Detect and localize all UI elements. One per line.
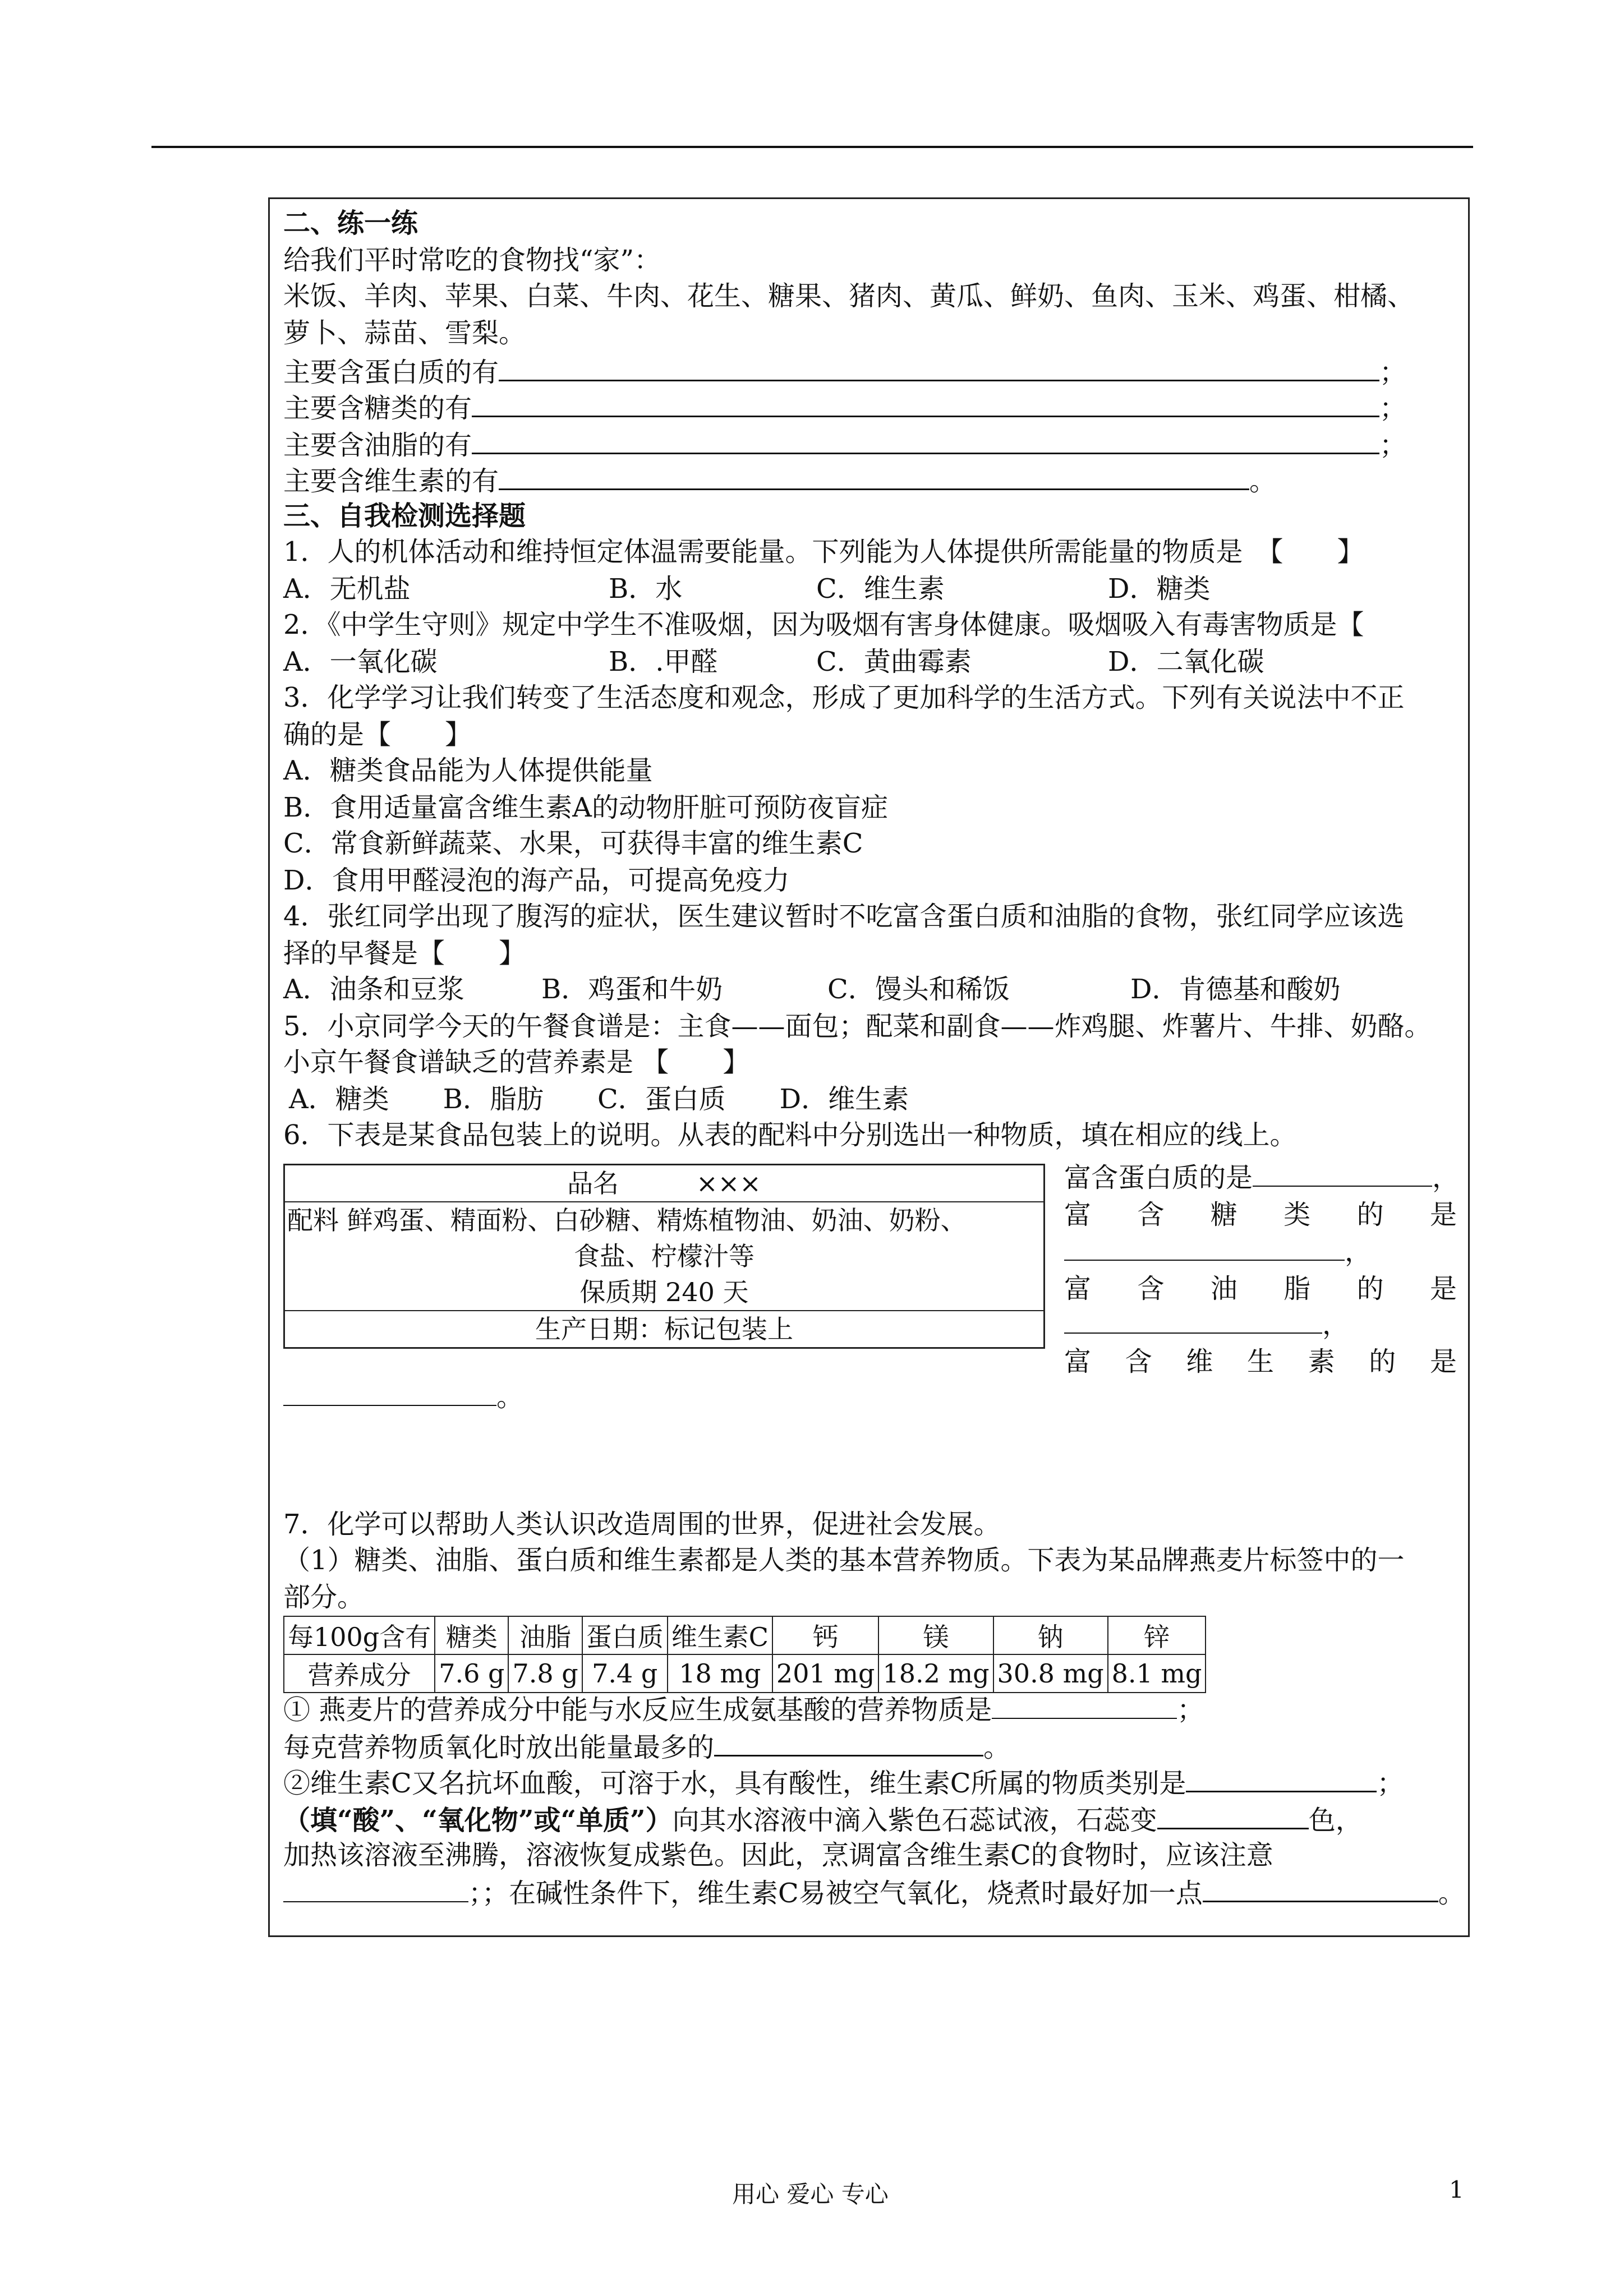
semicolon: ； [468, 1878, 482, 1909]
q2-option-b[interactable]: B．.甲醛 [609, 646, 718, 677]
table-cell: 7.6 g [435, 1654, 508, 1693]
label-char: 是 [1429, 1346, 1457, 1377]
table-cell: 锌 [1108, 1616, 1206, 1654]
q6-oil-blank-line [1064, 1303, 1467, 1341]
label-char: 的 [1369, 1346, 1396, 1377]
shelf-life-row: 保质期 240 天 [285, 1274, 1043, 1311]
q7-notice-blank[interactable] [283, 1873, 468, 1902]
q6-vitamin-line [1064, 1340, 1467, 1378]
label-char: 糖 [1210, 1199, 1237, 1230]
table-cell: 每100g含有 [284, 1616, 435, 1654]
nutrition-header-row [284, 1616, 1206, 1654]
q7-sub1-text: ① 燕麦片的营养成分中能与水反应生成氨基酸的营养物质是 [283, 1694, 992, 1726]
nutrition-value-row [284, 1654, 1206, 1693]
q6-vitamin-blank[interactable] [283, 1377, 496, 1406]
label-char: 油 [1210, 1273, 1237, 1304]
q7-sub2-line1 [283, 1763, 1404, 1800]
vitamin-answer-blank[interactable] [499, 460, 1249, 490]
table-cell: 糖类 [435, 1616, 508, 1654]
period: 。 [1438, 1878, 1465, 1909]
q4-option-a[interactable]: A．油条和豆浆 [283, 974, 464, 1005]
label-char: 维 [1186, 1346, 1213, 1377]
label-char: 脂 [1283, 1273, 1311, 1304]
semicolon: ； [1177, 1694, 1204, 1726]
question-5-line2: 小京午餐食谱缺乏的营养素是 【 】 [283, 1046, 750, 1078]
semicolon: ； [1377, 1768, 1404, 1799]
oil-row [283, 425, 1406, 462]
q4-option-c[interactable]: C．馒头和稀饭 [827, 974, 1010, 1005]
label-char: 是 [1429, 1199, 1457, 1230]
question-1: 1．人的机体活动和维持恒定体温需要能量。下列能为人体提供所需能量的物质是 【 】 [283, 536, 1364, 568]
q3-option-c[interactable]: C．常食新鲜蔬菜、水果，可获得丰富的维生素C [283, 828, 863, 859]
q1-option-a[interactable]: A．无机盐 [283, 573, 411, 605]
table-cell: 蛋白质 [582, 1616, 668, 1654]
food-list-line1: 米饭、羊肉、苹果、白菜、牛肉、花生、糖果、猪肉、黄瓜、鲜奶、鱼肉、玉米、鸡蛋、柑橘、 [283, 280, 1415, 312]
q7-sub1-line1 [283, 1690, 1204, 1727]
vitamin-row [283, 460, 1276, 497]
table-cell: 18 mg [668, 1654, 772, 1693]
q6-sugar-line [1064, 1193, 1467, 1232]
q7-sub1-blank[interactable] [992, 1690, 1177, 1719]
table-cell: 钙 [772, 1616, 879, 1654]
q1-option-d[interactable]: D．糖类 [1108, 573, 1211, 605]
label-char: 含 [1137, 1199, 1165, 1230]
sugar-label: 主要含糖类的有 [283, 393, 472, 424]
vitamin-label: 主要含维生素的有 [283, 465, 499, 497]
label-char: 的 [1356, 1199, 1384, 1230]
label-char: 含 [1137, 1273, 1165, 1304]
question-3-line1: 3．化学学习让我们转变了生活态度和观念，形成了更加科学的生活方式。下列有关说法中不正 [283, 682, 1405, 713]
table-cell: 钠 [993, 1616, 1108, 1654]
table-cell: 营养成分 [284, 1654, 435, 1693]
label-char: 富 [1064, 1199, 1092, 1230]
q6-vitamin-blank-line [283, 1377, 523, 1414]
q1-option-b[interactable]: B．水 [609, 573, 683, 605]
q6-oil-blank[interactable] [1064, 1304, 1322, 1334]
ingredients-row-line1: 配料 鲜鸡蛋、精面粉、白砂糖、精炼植物油、奶油、奶粉、 [287, 1205, 967, 1235]
q7-part1-line1: （1）糖类、油脂、蛋白质和维生素都是人类的基本营养物质。下表为某品牌燕麦片标签中的一 [283, 1545, 1405, 1576]
question-3-line2: 确的是【 】 [283, 719, 472, 750]
q6-vitamin-label [1064, 1340, 1457, 1378]
product-name-row: 品名 ××× [285, 1165, 1043, 1202]
ingredients-row-line2: 食盐、柠檬汁等 [574, 1241, 755, 1271]
q7-sub1-blank2[interactable] [714, 1727, 983, 1756]
q5-options[interactable]: A．糖类 B．脂肪 C．蛋白质 D．维生素 [289, 1084, 909, 1115]
section2-intro: 给我们平时常吃的食物找“家”： [283, 245, 661, 276]
q6-oil-line [1064, 1267, 1467, 1306]
q7-sub2-text2: 向其水溶液中滴入紫色石蕊试液，石蕊变 [672, 1805, 1157, 1836]
q6-sugar-blank-line [1064, 1230, 1467, 1269]
section2-title: 二、练一练 [283, 208, 418, 239]
semicolon: ； [1379, 393, 1407, 424]
table-cell: 7.4 g [582, 1654, 668, 1693]
q3-option-a[interactable]: A．糖类食品能为人体提供能量 [283, 755, 653, 786]
question-5-line1: 5．小京同学今天的午餐食谱是：主食——面包；配菜和副食——炸鸡腿、炸薯片、牛排、奶酪。 [283, 1011, 1432, 1042]
q2-option-a[interactable]: A．一氧化碳 [283, 646, 438, 677]
protein-label: 主要含蛋白质的有 [283, 357, 499, 388]
protein-row [283, 352, 1406, 389]
q7-sub1-text2: 每克营养物质氧化时放出能量最多的 [283, 1732, 715, 1763]
oil-label: 主要含油脂的有 [283, 430, 472, 461]
comma: ， [1345, 1236, 1372, 1267]
q7-additive-blank[interactable] [1203, 1873, 1438, 1902]
period: 。 [496, 1381, 524, 1413]
q1-option-c[interactable]: C．维生素 [816, 573, 945, 605]
q6-sugar-label [1064, 1193, 1457, 1232]
food-label-table [283, 1164, 1045, 1349]
q2-option-c[interactable]: C．黄曲霉素 [816, 646, 972, 677]
q3-option-d[interactable]: D．食用甲醛浸泡的海产品，可提高免疫力 [283, 865, 790, 896]
label-char: 素 [1308, 1346, 1335, 1377]
q3-option-b[interactable]: B．食用适量富含维生素A的动物肝脏可预防夜盲症 [283, 792, 888, 823]
label-char: 含 [1125, 1346, 1152, 1377]
q6-protein-line [1064, 1156, 1467, 1195]
q7-sub2-line4 [283, 1873, 1465, 1910]
table-cell: 7.8 g [508, 1654, 582, 1693]
section3-title: 三、自我检测选择题 [283, 500, 526, 532]
sugar-answer-blank[interactable] [472, 388, 1379, 417]
q7-part1-line2: 部分。 [283, 1582, 365, 1613]
header-rule [151, 146, 1473, 148]
page-number: 1 [1449, 2176, 1464, 2203]
protein-answer-blank[interactable] [499, 352, 1379, 381]
table-cell: 30.8 mg [993, 1654, 1108, 1693]
label-char: 富 [1064, 1346, 1092, 1377]
food-list-line2: 萝卜、蒜苗、雪梨。 [283, 317, 526, 349]
label-char: 类 [1283, 1199, 1311, 1230]
production-date-row: 生产日期：标记包装上 [535, 1314, 793, 1344]
footer-motto: 用心 爱心 专心 [732, 2180, 889, 2208]
question-4-line1: 4．张红同学出现了腹泻的症状，医生建议暂时不吃富含蛋白质和油脂的食物，张红同学应该选 [283, 901, 1405, 932]
q7-sub2-end: 色， [1308, 1805, 1363, 1836]
table-cell: 油脂 [508, 1616, 582, 1654]
q4-option-b[interactable]: B．鸡蛋和牛奶 [541, 974, 723, 1005]
table-cell: 8.1 mg [1108, 1654, 1206, 1693]
q7-sub2-hint: （填“酸”、“氧化物”或“单质”） [283, 1805, 673, 1836]
q7-sub2-line2 [283, 1800, 1363, 1837]
q7-sub2-line3: 加热该溶液至沸腾，溶液恢复成紫色。因此，烹调富含维生素C的食物时，应该注意 [283, 1839, 1273, 1871]
question-7: 7．化学可以帮助人类认识改造周围的世界，促进社会发展。 [283, 1509, 1001, 1540]
q6-sugar-blank[interactable] [1064, 1232, 1345, 1261]
question-4-line2: 择的早餐是【 】 [283, 938, 526, 969]
q6-protein-label: 富含蛋白质的是 [1064, 1162, 1253, 1193]
q7-color-blank[interactable] [1157, 1800, 1309, 1829]
sugar-row [283, 388, 1406, 425]
semicolon: ； [1379, 357, 1407, 388]
q7-sub2-text4: ；在碱性条件下，维生素C易被空气氧化，烧煮时最好加一点 [482, 1878, 1203, 1909]
q7-sub2-text: ②维生素C又名抗坏血酸，可溶于水，具有酸性，维生素C所属的物质类别是 [283, 1768, 1186, 1799]
nutrition-table [283, 1616, 1206, 1693]
question-6: 6．下表是某食品包装上的说明。从表的配料中分别选出一种物质，填在相应的线上。 [283, 1119, 1297, 1151]
q7-sub2-blank[interactable] [1186, 1763, 1377, 1792]
table-cell: 201 mg [772, 1654, 879, 1693]
comma: ， [1432, 1162, 1460, 1193]
q6-oil-label [1064, 1267, 1457, 1306]
q2-option-d[interactable]: D．二氧化碳 [1108, 646, 1264, 677]
semicolon: ； [1379, 430, 1407, 461]
label-char: 富 [1064, 1273, 1092, 1304]
comma: ， [1322, 1309, 1350, 1340]
question-2: 2．《中学生守则》规定中学生不准吸烟，因为吸烟有害身体健康。吸烟吸入有毒害物质是【 [283, 609, 1364, 640]
q7-sub1-line2 [283, 1727, 1010, 1764]
q6-protein-blank[interactable] [1253, 1158, 1432, 1187]
table-cell: 维生素C [668, 1616, 772, 1654]
label-char: 的 [1356, 1273, 1384, 1304]
table-cell: 镁 [878, 1616, 993, 1654]
q4-option-d[interactable]: D．肯德基和酸奶 [1130, 974, 1341, 1005]
period: 。 [1249, 465, 1277, 497]
table-cell: 18.2 mg [878, 1654, 993, 1693]
oil-answer-blank[interactable] [472, 425, 1379, 454]
period: 。 [983, 1732, 1011, 1763]
label-char: 是 [1429, 1273, 1457, 1304]
label-char: 生 [1246, 1346, 1274, 1377]
